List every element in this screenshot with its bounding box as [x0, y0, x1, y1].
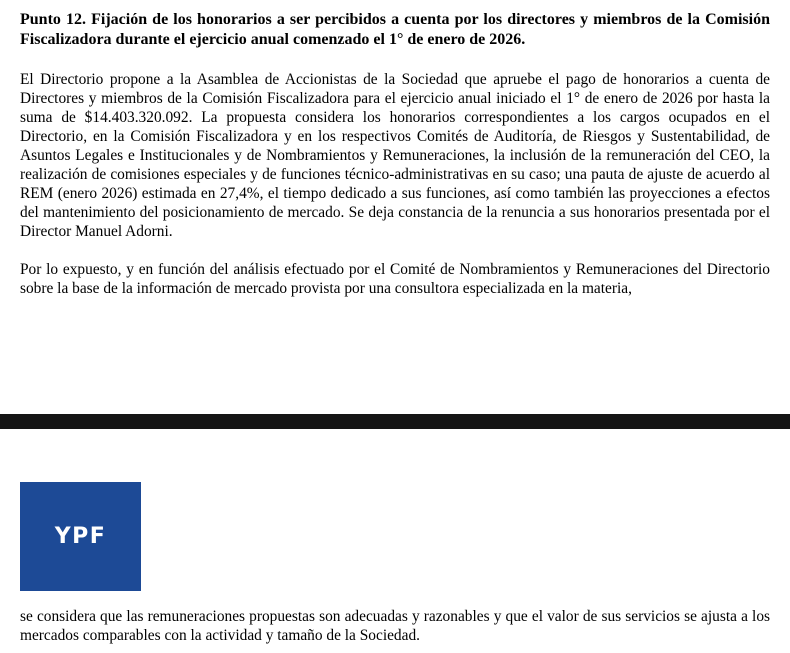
paragraph-analysis: Por lo expuesto, y en función del análisis efectuado por el Comité de Nombramientos y Remuneraciones del Directorio sobre la base de la información de mercado provista por una consultora especializada en la materia, — [20, 261, 770, 297]
ypf-logo-text: YPF — [54, 524, 107, 549]
paragraph-proposal: El Directorio propone a la Asamblea de Accionistas de la Sociedad que apruebe el pago de honorarios a cuenta de Directores y miembros de la Comisión Fiscalizadora para el ejercicio anual iniciado el 1° de enero de 2026 por hasta la suma de $14.403.320.092. La propuesta considera los honorarios correspondientes a los cargos ocupados en el Directorio, en la Comisión Fiscalizadora y en los respectivos Comités de Auditoría, de Riesgos y Sustentabilidad, de Asuntos Legales e Institucionales y de Nombramientos y Remuneraciones, la inclusión de la remuneración del CEO, la realización de comisiones especiales y de funciones técnico-administrativas en su caso; una pauta de ajuste de acuerdo al REM (enero 2026) estimada en 27,4%, el tiempo dedicado a sus funciones, así como también las proyecciones a efectos del mantenimiento del posicionamiento de mercado. Se deja constancia de la renuncia a sus honorarios presentada por el Director Manuel Adorni. — [20, 71, 770, 240]
page-break-divider — [0, 414, 790, 429]
ypf-logo — [20, 482, 141, 591]
paragraph-conclusion: se considera que las remuneraciones propuestas son adecuadas y razonables y que el valor de sus servicios se ajusta a los mercados comparables con la actividad y tamaño de la Sociedad. — [20, 608, 770, 644]
section-heading: Punto 12. Fijación de los honorarios a ser percibidos a cuenta por los directores y miembros de la Comisión Fiscalizadora durante el ejercicio anual comenzado el 1° de enero de 2026. — [20, 11, 770, 48]
